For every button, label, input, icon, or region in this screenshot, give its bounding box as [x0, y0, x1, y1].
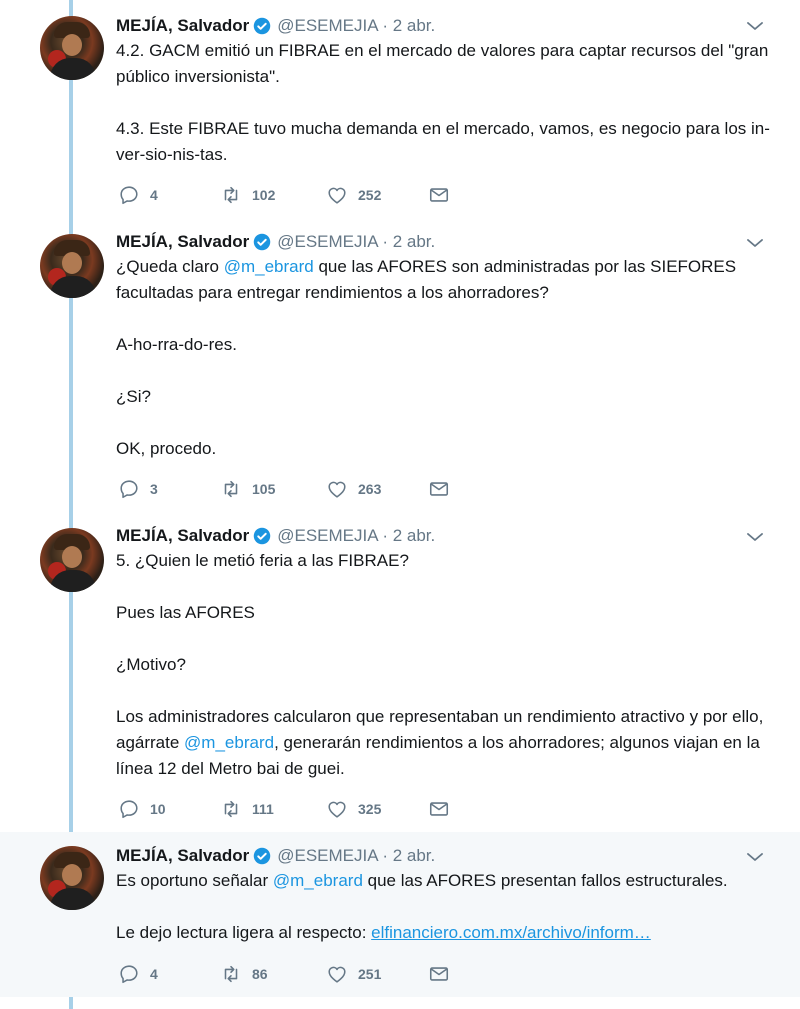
envelope-icon: [428, 963, 450, 985]
reply-button[interactable]: [118, 797, 166, 821]
author-handle-date[interactable]: @ESEMEJIA · 2 abr.: [277, 846, 436, 865]
text-segment: Es oportuno señalar: [116, 871, 273, 890]
retweet-count: 86: [252, 966, 268, 982]
tweet-paragraph: [116, 332, 776, 358]
text-segment: , generarán rendimientos a los ahorradores; algunos viajan en la línea 12 del Metro bai de guei.: [116, 733, 760, 778]
tweet-paragraph: [116, 436, 776, 462]
retweet-icon: [220, 798, 242, 820]
tweet-highlighted[interactable]: [0, 832, 800, 997]
text-segment: Pues las AFORES: [116, 603, 255, 622]
reply-button[interactable]: [118, 477, 158, 501]
tweet-text: [116, 548, 776, 782]
mention-link[interactable]: @m_ebrard: [272, 871, 363, 890]
reply-icon: [118, 184, 140, 206]
tweet-paragraph: [116, 920, 776, 946]
tweet-header: [116, 231, 435, 253]
verified-badge-icon: [253, 17, 271, 35]
text-segment: 4.3. Este FIBRAE tuvo mucha demanda en el mercado, vamos, es negocio para los in-ver-sio-nis-tas.: [116, 119, 770, 164]
retweet-button[interactable]: [220, 797, 274, 821]
tweet-actions: [116, 477, 476, 501]
reply-icon: [118, 963, 140, 985]
reply-icon: [118, 798, 140, 820]
like-button[interactable]: [326, 183, 381, 207]
mention-link[interactable]: @m_ebrard: [223, 257, 314, 276]
author-handle-date[interactable]: @ESEMEJIA · 2 abr.: [277, 16, 436, 35]
direct-message-button[interactable]: [428, 477, 450, 501]
heart-icon: [326, 478, 348, 500]
author-name[interactable]: MEJÍA, Salvador: [116, 16, 250, 35]
paragraph-spacer: [116, 306, 776, 332]
avatar[interactable]: [40, 528, 104, 592]
text-segment: ¿Motivo?: [116, 655, 186, 674]
url-link[interactable]: elfinanciero.com.mx/archivo/inform…: [371, 923, 651, 942]
direct-message-button[interactable]: [428, 962, 450, 986]
tweet-paragraph: [116, 38, 776, 90]
heart-icon: [326, 963, 348, 985]
retweet-icon: [220, 963, 242, 985]
text-segment: Los administradores calcularon que representaban un rendimiento atractivo y por ello, agárrate: [116, 707, 764, 752]
tweet-paragraph: [116, 652, 776, 678]
tweet-header: [116, 845, 435, 867]
reply-count: 4: [150, 187, 158, 203]
tweet-actions: [116, 797, 476, 821]
retweet-count: 102: [252, 187, 276, 203]
chevron-down-icon[interactable]: [746, 531, 764, 543]
reply-icon: [118, 478, 140, 500]
chevron-down-icon[interactable]: [746, 237, 764, 249]
retweet-button[interactable]: [220, 477, 275, 501]
paragraph-spacer: [116, 574, 776, 600]
tweet-text: [116, 38, 776, 168]
chevron-down-icon[interactable]: [746, 20, 764, 32]
tweet-header: [116, 15, 435, 37]
paragraph-spacer: [116, 410, 776, 436]
text-segment: 5. ¿Quien le metió feria a las FIBRAE?: [116, 551, 409, 570]
tweet-actions: [116, 183, 476, 207]
author-name[interactable]: MEJÍA, Salvador: [116, 846, 250, 865]
reply-count: 4: [150, 966, 158, 982]
envelope-icon: [428, 478, 450, 500]
heart-icon: [326, 798, 348, 820]
chevron-down-icon[interactable]: [746, 851, 764, 863]
like-count: 325: [358, 801, 382, 817]
text-segment: que las AFORES son administradas por las SIEFORES facultadas para entregar rendimientos a los ahorradores?: [116, 257, 737, 302]
tweet-text: [116, 254, 776, 462]
reply-count: 3: [150, 481, 158, 497]
envelope-icon: [428, 798, 450, 820]
paragraph-spacer: [116, 678, 776, 704]
tweet-header: [116, 525, 435, 547]
author-handle-date[interactable]: @ESEMEJIA · 2 abr.: [277, 526, 436, 545]
tweet-paragraph: [116, 548, 776, 574]
text-segment: Le dejo lectura ligera al respecto:: [116, 923, 372, 942]
author-handle-date[interactable]: @ESEMEJIA · 2 abr.: [277, 232, 436, 251]
author-name[interactable]: MEJÍA, Salvador: [116, 526, 250, 545]
tweet[interactable]: [0, 519, 800, 832]
avatar[interactable]: [40, 16, 104, 80]
like-button[interactable]: [326, 962, 381, 986]
tweet[interactable]: [0, 0, 800, 225]
tweet-paragraph: [116, 600, 776, 626]
like-count: 252: [358, 187, 382, 203]
heart-icon: [326, 184, 348, 206]
tweet-paragraph: [116, 868, 776, 894]
paragraph-spacer: [116, 358, 776, 384]
text-segment: OK, procedo.: [116, 439, 217, 458]
tweet[interactable]: [0, 225, 800, 519]
reply-count: 10: [150, 801, 166, 817]
envelope-icon: [428, 184, 450, 206]
retweet-icon: [220, 478, 242, 500]
text-segment: ¿Queda claro: [116, 257, 224, 276]
paragraph-spacer: [116, 626, 776, 652]
retweet-count: 105: [252, 481, 276, 497]
paragraph-spacer: [116, 894, 776, 920]
reply-button[interactable]: [118, 962, 158, 986]
tweet-paragraph: [116, 254, 776, 306]
text-segment: 4.2. GACM emitió un FIBRAE en el mercado de valores para captar recursos del "gran público inversionista".: [116, 41, 769, 86]
like-count: 251: [358, 966, 382, 982]
reply-button[interactable]: [118, 183, 158, 207]
text-segment: ¿Si?: [116, 387, 151, 406]
author-name[interactable]: MEJÍA, Salvador: [116, 232, 250, 251]
avatar[interactable]: [40, 846, 104, 910]
direct-message-button[interactable]: [428, 183, 450, 207]
text-segment: que las AFORES presentan fallos estructurales.: [362, 871, 728, 890]
like-button[interactable]: [326, 797, 381, 821]
like-button[interactable]: [326, 477, 381, 501]
paragraph-spacer: [116, 90, 776, 116]
verified-badge-icon: [253, 233, 271, 251]
like-count: 263: [358, 481, 382, 497]
avatar[interactable]: [40, 234, 104, 298]
tweet-text: [116, 868, 776, 946]
verified-badge-icon: [253, 847, 271, 865]
retweet-icon: [220, 184, 242, 206]
mention-link[interactable]: @m_ebrard: [184, 733, 275, 752]
tweet-paragraph: [116, 704, 776, 782]
tweet-paragraph: [116, 384, 776, 410]
retweet-button[interactable]: [220, 962, 268, 986]
tweet-actions: [116, 962, 476, 986]
direct-message-button[interactable]: [428, 797, 450, 821]
verified-badge-icon: [253, 527, 271, 545]
text-segment: A-ho-rra-do-res.: [116, 335, 237, 354]
retweet-button[interactable]: [220, 183, 275, 207]
retweet-count: 111: [252, 801, 274, 817]
tweet-paragraph: [116, 116, 776, 168]
